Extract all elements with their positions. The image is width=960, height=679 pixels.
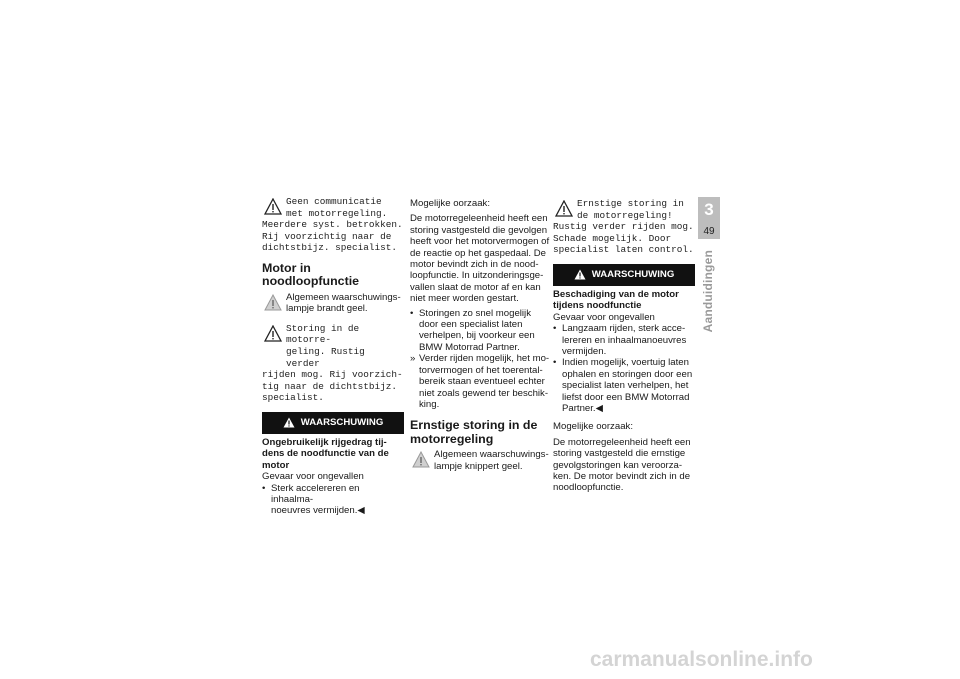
cause-text-line: gevolgstoringen kan veroorza- xyxy=(553,459,683,471)
cause-text-line: ken. De motor bevindt zich in de xyxy=(553,471,691,483)
warning-title-line: dens de noodfunctie van de xyxy=(262,448,389,460)
message-line: dichtstbijz. specialist. xyxy=(262,242,398,254)
list-item-line: noeuvres vermijden.◀ xyxy=(271,505,365,517)
message-line: Storing in de motorre- xyxy=(286,322,360,346)
column-3 xyxy=(553,198,695,497)
list-item xyxy=(553,323,695,357)
cause-text-line: storing vastgesteld die ernstige xyxy=(553,448,686,460)
display-message-no-communication xyxy=(262,196,404,254)
bullet-marker: • xyxy=(262,482,266,494)
list-item xyxy=(410,308,552,354)
lamp-status-flashing xyxy=(410,449,552,472)
bullet-list xyxy=(262,483,404,517)
message-line: Rustig verder rijden mog. xyxy=(553,221,694,233)
warning-title xyxy=(553,289,695,312)
list-item-line: lereren en inhaalmanoeuvres xyxy=(562,334,687,346)
warning-label: WAARSCHUWING xyxy=(591,269,675,281)
watermark: carmanualsonline.info xyxy=(590,648,813,671)
cause-text-line: De motorregeleenheid heeft een xyxy=(410,213,548,225)
chapter-title-text: Aanduidingen xyxy=(701,250,715,333)
heading-emergency-mode: Motor in noodloopfunctie xyxy=(262,260,360,289)
warning-bar xyxy=(262,412,404,434)
message-line: Schade mogelijk. Door xyxy=(553,232,672,244)
danger-text: Gevaar voor ongevallen xyxy=(553,311,655,323)
danger-text: Gevaar voor ongevallen xyxy=(262,471,364,483)
lamp-text-line: Algemeen waarschuwings- xyxy=(286,291,401,303)
cause-text-line: De motorregeleenheid heeft een xyxy=(553,436,691,448)
column-1 xyxy=(262,196,404,520)
list-item-line: Verder rijden mogelijk, het mo- xyxy=(419,353,550,365)
bullet-list xyxy=(553,323,695,414)
list-item xyxy=(262,483,404,517)
result-marker: » xyxy=(410,353,416,365)
bullet-marker: • xyxy=(553,357,557,369)
chapter-number: 3 xyxy=(704,200,714,219)
column-2 xyxy=(410,198,552,480)
message-line: Meerdere syst. betrokken. xyxy=(262,219,403,231)
message-line: Rij voorzichtig naar de xyxy=(262,230,392,242)
warning-triangle-icon xyxy=(264,198,282,215)
message-line: tig naar de dichtstbijz. xyxy=(262,380,398,392)
list-item-line: Storingen zo snel mogelijk xyxy=(419,307,531,319)
list-item-result xyxy=(410,353,552,410)
bullet-marker: • xyxy=(410,307,414,319)
warning-triangle-icon xyxy=(283,417,295,428)
warning-label: WAARSCHUWING xyxy=(300,417,384,429)
heading-serious-fault xyxy=(410,419,552,446)
list-item-line: king. xyxy=(419,398,440,410)
lamp-text-line: Algemeen waarschuwings- xyxy=(434,449,549,461)
list-item-line: vermijden. xyxy=(562,346,607,357)
lamp-text-line: lampje brandt geel. xyxy=(286,303,368,315)
cause-text-line: storing vastgesteld die gevolgen xyxy=(410,224,548,236)
warning-title-line: motor xyxy=(262,459,290,471)
list-item-line: torvermogen of het toerental- xyxy=(419,364,543,376)
message-line: de motorregeling! xyxy=(577,209,673,221)
chapter-title xyxy=(701,250,717,350)
list-item-line: BMW Motorrad Partner. xyxy=(419,341,520,353)
warning-title-line: tijdens noodfunctie xyxy=(553,300,642,312)
lamp-status-yellow xyxy=(262,292,404,315)
action-list xyxy=(410,308,552,411)
heading-line: motorregeling xyxy=(410,431,494,446)
lamp-text-line: lampje knippert geel. xyxy=(434,460,523,472)
cause-text-line: motor bevindt zich in de nood- xyxy=(410,259,539,271)
cause-text xyxy=(410,213,552,304)
list-item-line: bereik staan eventueel echter xyxy=(419,376,545,388)
cause-label: Mogelijke oorzaak: xyxy=(553,421,633,433)
bullet-marker: • xyxy=(553,323,557,335)
cause-text xyxy=(553,437,695,494)
cause-label: Mogelijke oorzaak: xyxy=(410,198,490,209)
warning-title xyxy=(262,437,404,471)
display-message-serious-fault xyxy=(553,198,695,256)
message-line: rijden mog. Rij voorzich- xyxy=(262,369,403,381)
list-item-line: ophalen en storingen door een xyxy=(562,368,693,380)
message-line: specialist. xyxy=(262,392,324,404)
message-line: met motorregeling. xyxy=(286,207,388,219)
warning-lamp-icon xyxy=(264,294,282,311)
list-item-line: Sterk accelereren en inhaalma- xyxy=(271,482,360,505)
cause-text-line: de reactie op het gaspedaal. De xyxy=(410,247,547,259)
cause-text-line: niet meer worden gestart. xyxy=(410,293,519,305)
cause-text-line: vallen slaat de motor af en kan xyxy=(410,281,541,293)
message-line: Ernstige storing in xyxy=(577,198,684,209)
message-line: geling. Rustig verder xyxy=(286,345,365,369)
list-item-line: verhelpen, bij voorkeur een xyxy=(419,330,535,342)
warning-bar xyxy=(553,264,695,286)
page-number: 49 xyxy=(703,226,715,237)
cause-text-line: loopfunctie. In uitzonderingsge- xyxy=(410,270,544,282)
display-message-fault xyxy=(262,323,404,404)
list-item-line: Partner.◀ xyxy=(562,403,603,415)
warning-title-line: Ongebruikelijk rijgedrag tij- xyxy=(262,436,387,448)
list-item-line: Langzaam rijden, sterk acce- xyxy=(562,323,686,335)
list-item-line: liefst door een BMW Motorrad xyxy=(562,391,690,403)
warning-title-line: Beschadiging van de motor xyxy=(553,288,679,300)
cause-text-line: noodloopfunctie. xyxy=(553,482,624,494)
list-item-line: niet zoals gewend ter beschik- xyxy=(419,387,549,399)
warning-lamp-icon xyxy=(412,451,430,468)
list-item xyxy=(553,357,695,414)
list-item-line: door een specialist laten xyxy=(419,319,523,331)
warning-triangle-icon xyxy=(264,325,282,342)
cause-text-line: heeft voor het motorvermogen of xyxy=(410,236,550,248)
list-item-line: specialist laten verhelpen, het xyxy=(562,380,689,392)
list-item-line: Indien mogelijk, voertuig laten xyxy=(562,357,689,369)
message-line: specialist laten control. xyxy=(553,244,694,256)
message-line: Geen communicatie xyxy=(286,196,382,207)
warning-triangle-icon xyxy=(555,200,573,217)
warning-triangle-icon xyxy=(574,269,586,280)
heading-line: Ernstige storing in de xyxy=(410,418,538,433)
